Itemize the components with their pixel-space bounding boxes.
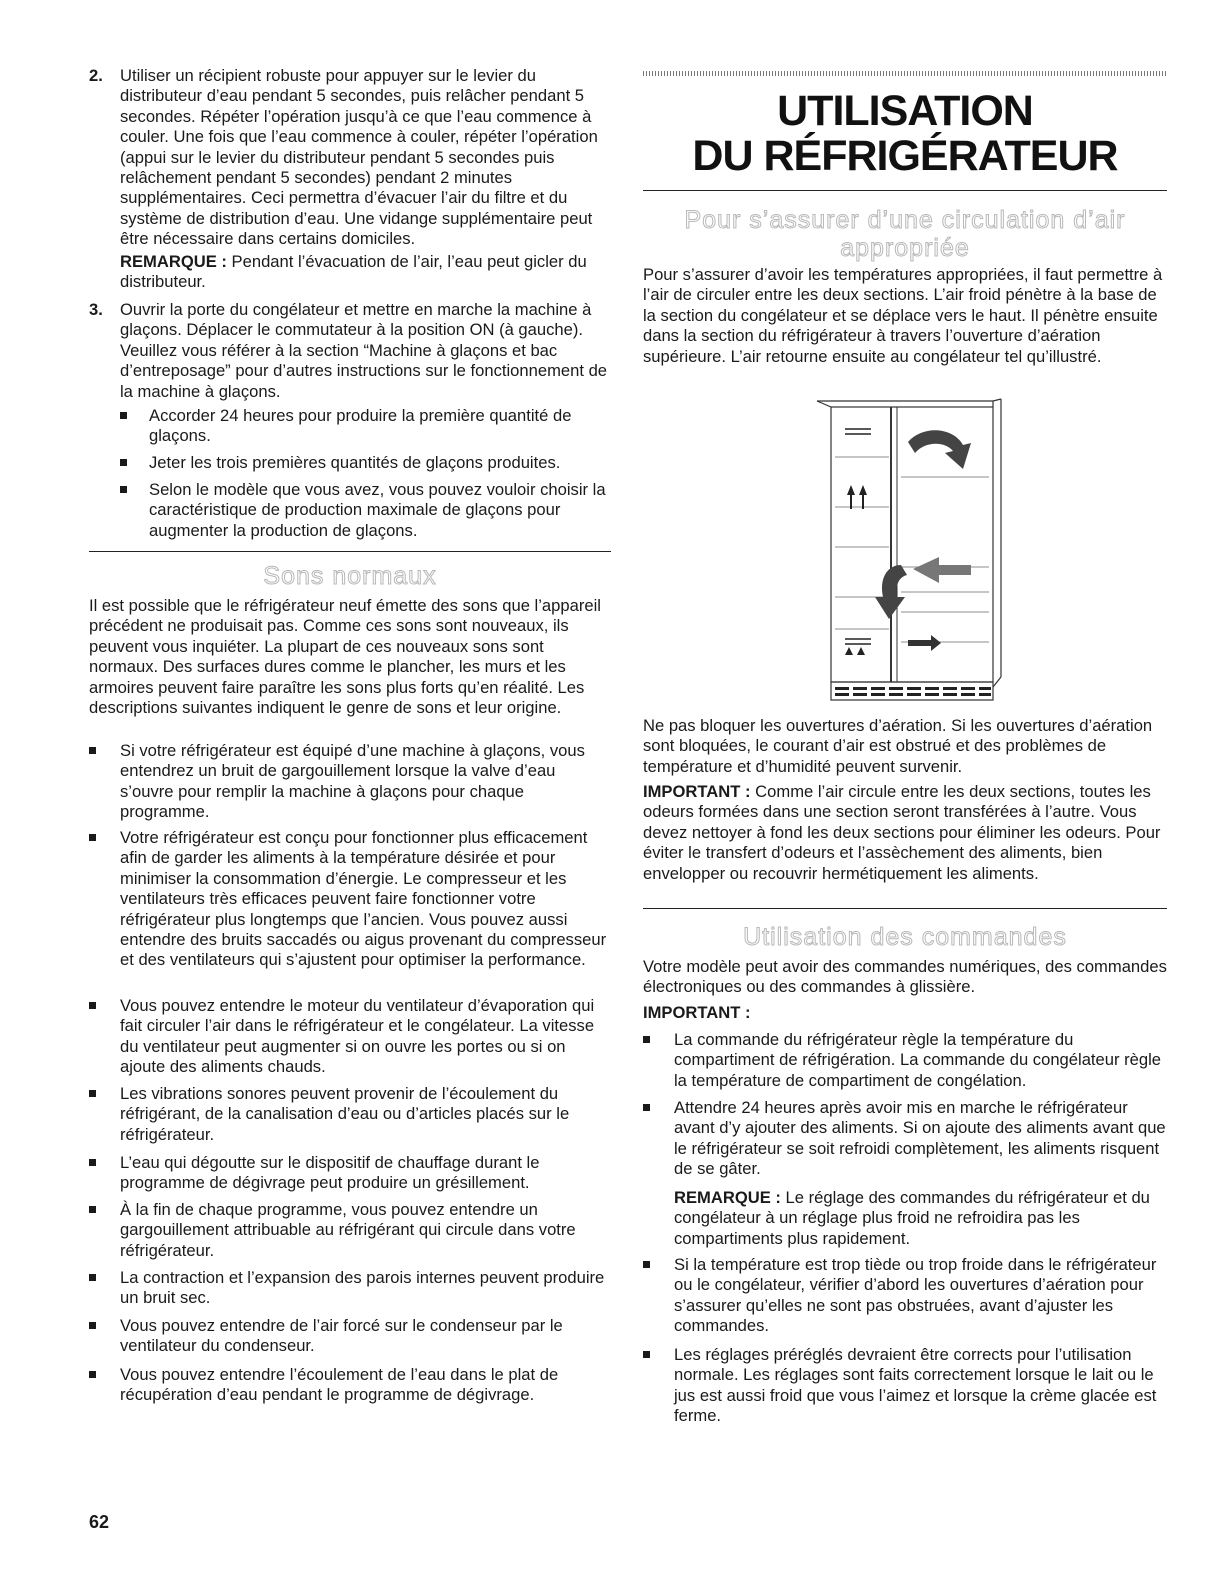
commandes-intro: Votre modèle peut avoir des commandes numériques, des commandes électroniques ou des commandes à glissière. (643, 957, 1167, 997)
note-text: Le réglage des commandes du réfrigérateur et du congélateur à un réglage plus froid ne refroidira pas les compartiments plus rapidement. (674, 1188, 1150, 1248)
bullet-text: Jeter les trois premières quantités de glaçons produites. (149, 453, 561, 472)
list-item (89, 406, 611, 447)
note-text: Pendant l’évacuation de l’air, l’eau peut gicler du distributeur. (120, 252, 587, 292)
vent-warning-text: Ne pas bloquer les ouvertures d’aération. Si les ouvertures d’aération sont bloquées, le courant d’air est obstrué et des problèmes de température et d’humidité peuvent survenir. (643, 716, 1153, 776)
note-label: REMARQUE : (120, 252, 227, 271)
bullet-icon (120, 486, 127, 493)
list-item (89, 480, 611, 541)
bullet-icon (643, 1036, 650, 1043)
section-divider (643, 908, 1167, 909)
bullet-text: Vous pouvez entendre l’écoulement de l’eau dans le plat de récupération d’eau pendant le programme de dégivrage. (120, 1365, 559, 1405)
bullet-text: Vous pouvez entendre de l’air forcé sur le condenseur par le ventilateur du condenseur. (120, 1316, 563, 1356)
bullet-text: Attendre 24 heures après avoir mis en marche le réfrigérateur avant d’y ajouter des aliments. Si on ajoute des aliments avant que le réfrigérateur se soit refroidi complètement, les aliments risquent de se gâter. (674, 1098, 1166, 1179)
section-heading-circulation-line-2: appropriée (840, 234, 970, 262)
page-title-line-1: UTILISATION (777, 87, 1033, 135)
commandes-note (643, 1188, 1167, 1249)
bullet-text: Vous pouvez entendre le moteur du ventilateur d’évaporation qui fait circuler l’air dans le réfrigérateur et le congélateur. La vitesse du ventilateur peut augmenter si on ouvre les portes ou si on ajoute des aliments chauds. (120, 996, 595, 1077)
bullet-icon (89, 1159, 96, 1166)
list-item (89, 1084, 611, 1145)
list-item (643, 1030, 1167, 1091)
bullet-text: Selon le modèle que vous avez, vous pouvez vouloir choisir la caractéristique de production maximale de glaçons pour augmenter la production de glaçons. (149, 480, 606, 540)
note-paragraph (674, 1188, 1167, 1249)
list-item (89, 996, 611, 1078)
air-circulation-diagram (813, 397, 1003, 707)
list-item (89, 1365, 611, 1406)
circulation-text: Pour s’assurer d’avoir les températures appropriées, il faut permettre à l’air de circuler entre les deux sections. L’air froid pénètre à la base de la section du congélateur et se déplace vers le haut. Il pénètre ensuite dans la section du réfrigérateur à travers l’ouverture d’aération supérieure. L’air retourne ensuite au congélateur tel qu’illustré. (643, 265, 1163, 366)
base-grille (831, 682, 993, 700)
list-item (89, 741, 611, 823)
step-text: Ouvrir la porte du congélateur et mettre en marche la machine à glaçons. Déplacer le commutateur à la position ON (à gauche). Veuillez vous référer à la section “Machine à glaçons et bac d’entreposage” pour d’autres instructions sur le fonctionnement de la machine à glaçons. (120, 300, 608, 401)
bullet-icon (89, 1322, 96, 1329)
air-arrow-vent (913, 557, 971, 583)
list-item (643, 1255, 1167, 1337)
step-2-note (89, 252, 611, 293)
page-title-line-2: DU RÉFRIGÉRATEUR (692, 132, 1118, 180)
list-item (643, 1345, 1167, 1427)
list-item (89, 1200, 611, 1261)
section-divider (643, 190, 1167, 191)
bullet-icon (643, 1104, 650, 1111)
bullet-text: Accorder 24 heures pour produire la première quantité de glaçons. (149, 406, 572, 446)
bullet-icon (89, 1371, 96, 1378)
bullet-text: Votre réfrigérateur est conçu pour fonctionner plus efficacement afin de garder les aliments à la température désirée et pour minimiser la consommation d’énergie. Le compresseur et les ventilateurs très efficaces peuvent faire fonctionner votre réfrigérateur plus longtemps que l’ancien. Vous pouvez aussi entendre des bruits saccadés ou aigus provenant du compresseur et des ventilateurs qui s’ajustent pour optimiser la performance. (120, 828, 607, 970)
bullet-icon (89, 1002, 96, 1009)
important-label: IMPORTANT : (643, 1003, 751, 1022)
section-divider (89, 551, 611, 552)
step-number: 2. (89, 66, 103, 85)
bullet-icon (89, 1090, 96, 1097)
section-heading-sons: Sons normaux (263, 562, 437, 590)
step-3 (89, 300, 611, 402)
list-item (89, 1316, 611, 1357)
section-heading-circulation: Pour s’assurer d’une circulation d’air (684, 206, 1126, 234)
bullet-icon (89, 1206, 96, 1213)
note-label: REMARQUE : (674, 1188, 781, 1207)
step-number: 3. (89, 300, 103, 319)
bullet-icon (120, 412, 127, 419)
bullet-icon (89, 747, 96, 754)
list-item (89, 1268, 611, 1309)
fridge-top-edge (817, 401, 993, 407)
list-item (89, 828, 611, 971)
bullet-icon (89, 1274, 96, 1281)
bullet-text: Si votre réfrigérateur est équipé d’une machine à glaçons, vous entendrez un bruit de gargouillement lorsque la valve d’eau s’ouvre pour remplir la machine à glaçons pour chaque programme. (120, 741, 585, 822)
bullet-icon (89, 834, 96, 841)
step-text: Utiliser un récipient robuste pour appuyer sur le levier du distributeur d’eau pendant 5 secondes, puis relâcher pendant 5 secondes. Répéter l’opération jusqu’à ce que l’eau commence à couler. Une fois que l’eau commence à couler, répéter l’opération (appui sur le levier du distributeur pendant 5 secondes puis relâchement pendant 5 secondes) pendant 2 minutes supplémentaires. Ceci permettra d’évacuer l’air du filtre et du système de distribution d’eau. Une vidange supplémentaire peut être nécessaire dans certains domiciles. (120, 66, 598, 249)
list-item (89, 453, 611, 473)
bullet-text: À la fin de chaque programme, vous pouvez entendre un gargouillement attribuable au réfrigérant qui circule dans votre réfrigérateur. (120, 1200, 576, 1260)
section-heading-commandes: Utilisation des commandes (743, 923, 1067, 951)
step-2 (89, 66, 611, 250)
list-item (89, 1153, 611, 1194)
page-number: 62 (89, 1512, 110, 1532)
note-paragraph (120, 252, 611, 293)
bullet-icon (643, 1261, 650, 1268)
important-label: IMPORTANT : (643, 782, 751, 801)
bullet-icon (643, 1351, 650, 1358)
bullet-text: Les vibrations sonores peuvent provenir de l’écoulement du réfrigérant, de la canalisation d’eau ou d’articles placés sur le réfrigérateur. (120, 1084, 570, 1144)
important-paragraph (643, 782, 1167, 884)
header-hatch-bar (643, 71, 1167, 76)
bullet-text: La contraction et l’expansion des parois internes peuvent produire un bruit sec. (120, 1268, 605, 1308)
list-item (643, 1098, 1167, 1180)
sons-intro: Il est possible que le réfrigérateur neuf émette des sons que l’appareil précédent ne produisait pas. Comme ces sons sont nouveaux, ils peuvent vous inquiéter. La plupart de ces nouveaux sons sont normaux. Des surfaces dures comme le plancher, les murs et les armoires peuvent faire paraître les sons plus forts qu’en réalité. Les descriptions suivantes indiquent le genre de sons et leur origine. (89, 596, 601, 718)
bullet-text: Les réglages préréglés devraient être corrects pour l’utilisation normale. Les réglages sont faits correctement lorsque le lait ou le jus est aussi froid que vous l’aimez et lorsque la crème glacée est ferme. (674, 1345, 1157, 1426)
bullet-text: Si la température est trop tiède ou trop froide dans le réfrigérateur ou le congélateur, vérifier d’abord les ouvertures d’aération pour s’assurer qu’elles ne sont pas obstruées, avant d’ajuster les commandes. (674, 1255, 1157, 1336)
bullet-text: L’eau qui dégoutte sur le dispositif de chauffage durant le programme de dégivrage peut produire un grésillement. (120, 1153, 540, 1193)
air-arrow-top (908, 430, 971, 469)
important-text: Comme l’air circule entre les deux sections, toutes les odeurs formées dans une section seront transférées à l’autre. Vous devez nettoyer à fond les deux sections pour éliminer les odeurs. Pour éviter le transfert d’odeurs et l’assèchement des aliments, bien envelopper ou recouvrir hermétiquement les aliments. (643, 782, 1161, 883)
bullet-text: La commande du réfrigérateur règle la température du compartiment de réfrigération. La commande du congélateur règle la température de compartiment de congélation. (674, 1030, 1162, 1090)
bullet-icon (120, 459, 127, 466)
